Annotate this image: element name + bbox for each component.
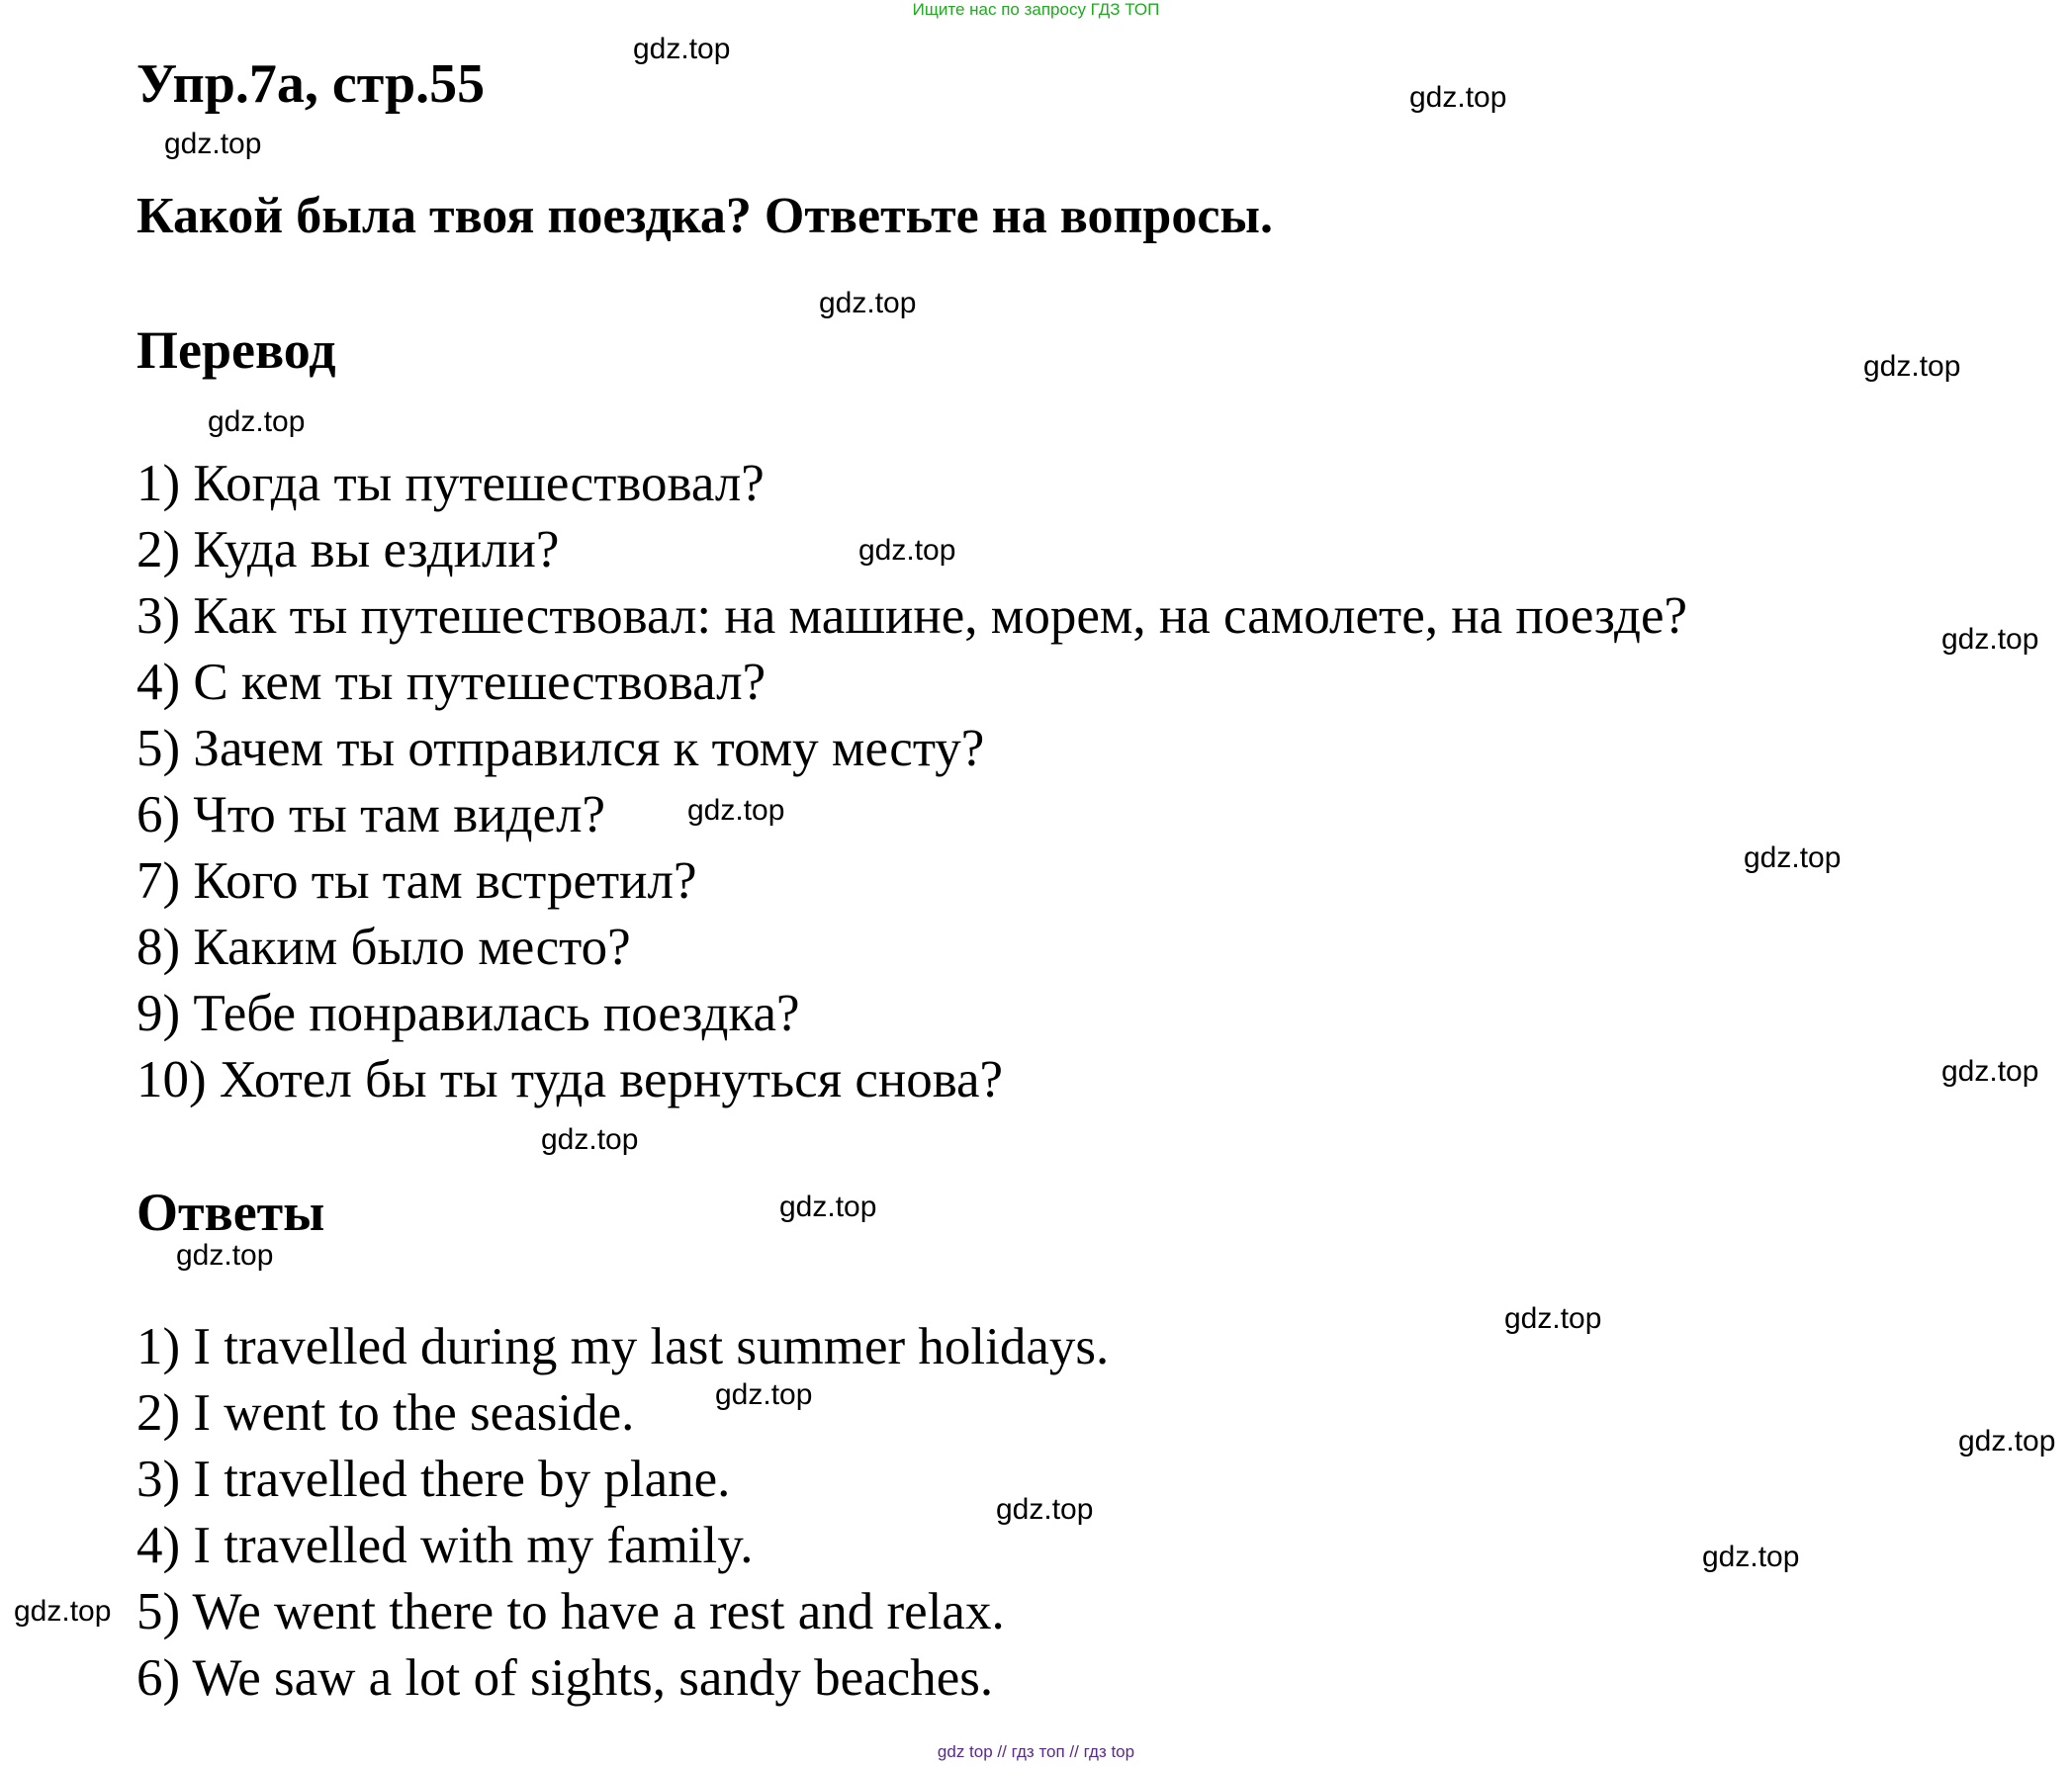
list-item: 7) Кого ты там встретил? (136, 852, 697, 910)
translation-heading: Перевод (136, 320, 336, 380)
watermark: gdz.top (715, 1378, 813, 1411)
top-banner: Ищите нас по запросу ГДЗ ТОП (912, 0, 1160, 19)
watermark: gdz.top (14, 1595, 112, 1628)
list-item: 9) Тебе понравилась поездка? (136, 985, 800, 1042)
watermark: gdz.top (1744, 841, 1842, 874)
list-item: 3) I travelled there by plane. (136, 1451, 731, 1508)
watermark: gdz.top (1958, 1425, 2056, 1458)
footer-text: gdz top // гдз топ // гдз top (937, 1742, 1135, 1761)
list-item: 5) We went there to have a rest and relax. (136, 1583, 1005, 1640)
watermark: gdz.top (1409, 81, 1507, 114)
watermark: gdz.top (1702, 1541, 1800, 1573)
task-text: Какой была твоя поездка? Ответьте на вопросы. (136, 188, 1274, 244)
watermark: gdz.top (208, 405, 306, 438)
watermark: gdz.top (1941, 1055, 2039, 1088)
watermark: gdz.top (176, 1239, 274, 1272)
answers-list (136, 1314, 1109, 1712)
list-item: 3) Как ты путешествовал: на машине, морем, на самолете, на поезде? (136, 587, 1688, 645)
list-item: 4) С кем ты путешествовал? (136, 654, 766, 711)
list-item: 2) Куда вы ездили? (136, 521, 560, 578)
watermark: gdz.top (541, 1123, 639, 1156)
watermark: gdz.top (1863, 350, 1961, 383)
list-item: 1) I travelled during my last summer holidays. (136, 1318, 1110, 1375)
list-item: 2) I went to the seaside. (136, 1384, 635, 1442)
watermark: gdz.top (1504, 1302, 1602, 1335)
watermark: gdz.top (687, 794, 785, 827)
watermark: gdz.top (164, 128, 262, 160)
watermark: gdz.top (779, 1191, 877, 1223)
list-item: 10) Хотел бы ты туда вернуться снова? (136, 1051, 1004, 1108)
answers-heading: Ответы (136, 1183, 325, 1242)
list-item: 1) Когда ты путешествовал? (136, 455, 765, 512)
list-item: 6) We saw a lot of sights, sandy beaches. (136, 1649, 994, 1707)
list-item: 8) Каким было место? (136, 919, 631, 976)
watermark: gdz.top (819, 287, 917, 319)
watermark: gdz.top (633, 33, 731, 65)
watermark: gdz.top (858, 534, 956, 567)
list-item: 4) I travelled with my family. (136, 1517, 754, 1574)
watermark: gdz.top (1941, 623, 2039, 656)
page-title: Упр.7а, стр.55 (136, 53, 486, 115)
list-item: 5) Зачем ты отправился к тому месту? (136, 720, 985, 777)
watermark: gdz.top (996, 1493, 1094, 1526)
list-item: 6) Что ты там видел? (136, 786, 606, 843)
